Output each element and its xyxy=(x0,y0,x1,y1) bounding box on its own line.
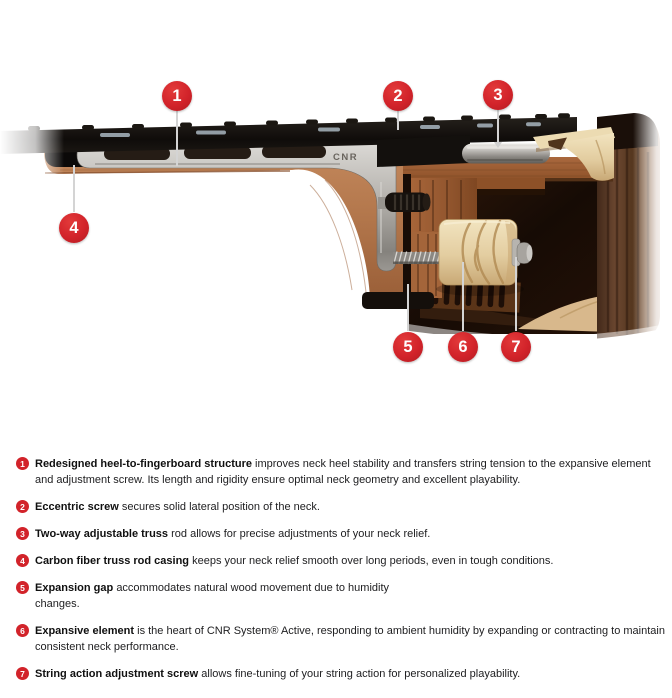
legend-bullet: 1 xyxy=(16,457,29,470)
legend-text xyxy=(35,526,430,542)
legend-item xyxy=(16,623,668,655)
legend-text xyxy=(35,456,666,488)
callout-leader-line xyxy=(515,257,517,331)
legend-term: Eccentric screw xyxy=(35,501,119,513)
callout-leader-line xyxy=(462,262,464,331)
legend-item xyxy=(16,580,668,612)
legend-term: Expansive element xyxy=(35,625,135,637)
expansive-element xyxy=(439,220,517,286)
legend-description: improves neck heel stability and transfers string tension to the expansive element and adjustment screw. Its length and rigidity ensure optimal neck geometry and excellent playability. xyxy=(35,458,651,486)
legend-item xyxy=(16,456,668,488)
legend-item xyxy=(16,553,668,569)
legend-item xyxy=(16,499,668,515)
callout-leader-line xyxy=(407,284,409,331)
callout-badge-4 xyxy=(59,213,89,243)
legend-description: accommodates natural wood movement due to humidity changes. xyxy=(35,582,390,610)
legend-text xyxy=(35,666,520,682)
legend-term: Expansion gap xyxy=(35,582,114,594)
callout-number: 1 xyxy=(172,86,182,105)
heel-cap xyxy=(362,292,434,309)
callout-badge-5 xyxy=(393,332,423,362)
fingerboard-overhang xyxy=(377,135,470,167)
legend-description: keeps your neck relief smooth over long periods, even in tough conditions. xyxy=(192,555,554,567)
callout-number: 7 xyxy=(511,337,521,356)
callout-arrowhead xyxy=(494,142,502,148)
legend-item xyxy=(16,666,668,682)
legend-bullet: 6 xyxy=(16,624,29,637)
legend-description: is the heart of CNR System® Active, responding to ambient humidity by expanding or contracting to maintain consistent neck performance. xyxy=(35,625,665,653)
callout-number: 3 xyxy=(493,85,503,104)
legend-bullet: 4 xyxy=(16,554,29,567)
callout-badge-1 xyxy=(162,81,192,111)
callout-number: 4 xyxy=(69,218,79,237)
callout-leader-line xyxy=(497,110,499,142)
legend-description: rod allows for precise adjustments of your neck relief. xyxy=(171,528,431,540)
callout-number: 5 xyxy=(403,337,413,356)
legend-text xyxy=(35,580,407,612)
legend-term: Carbon fiber truss rod casing xyxy=(35,555,190,567)
callout-leader-line xyxy=(397,111,399,130)
legend-item xyxy=(16,526,668,542)
legend-text xyxy=(35,623,666,655)
callout-badge-2 xyxy=(383,81,413,111)
callout-number: 2 xyxy=(393,86,403,105)
legend-text xyxy=(35,499,320,515)
legend-term: Redesigned heel-to-fingerboard structure xyxy=(35,458,252,470)
callout-badge-6 xyxy=(448,332,478,362)
threaded-rod xyxy=(393,252,442,265)
callout-leader-line xyxy=(73,165,75,212)
legend-term: Two-way adjustable truss xyxy=(35,528,169,540)
legend-bullet: 5 xyxy=(16,581,29,594)
legend-description: secures solid lateral position of the neck. xyxy=(121,501,320,513)
legend-bullet: 3 xyxy=(16,527,29,540)
callout-badge-3 xyxy=(483,80,513,110)
legend xyxy=(16,456,668,693)
legend-term: String action adjustment screw xyxy=(35,668,199,680)
plate-engraving: CNR xyxy=(333,152,359,163)
legend-bullet: 7 xyxy=(16,667,29,680)
callout-number: 6 xyxy=(458,337,468,356)
legend-bullet: 2 xyxy=(16,500,29,513)
callout-leader-line xyxy=(176,111,178,166)
callout-badge-7 xyxy=(501,332,531,362)
legend-text xyxy=(35,553,553,569)
legend-description: allows fine-tuning of your string action for personalized playability. xyxy=(201,668,521,680)
